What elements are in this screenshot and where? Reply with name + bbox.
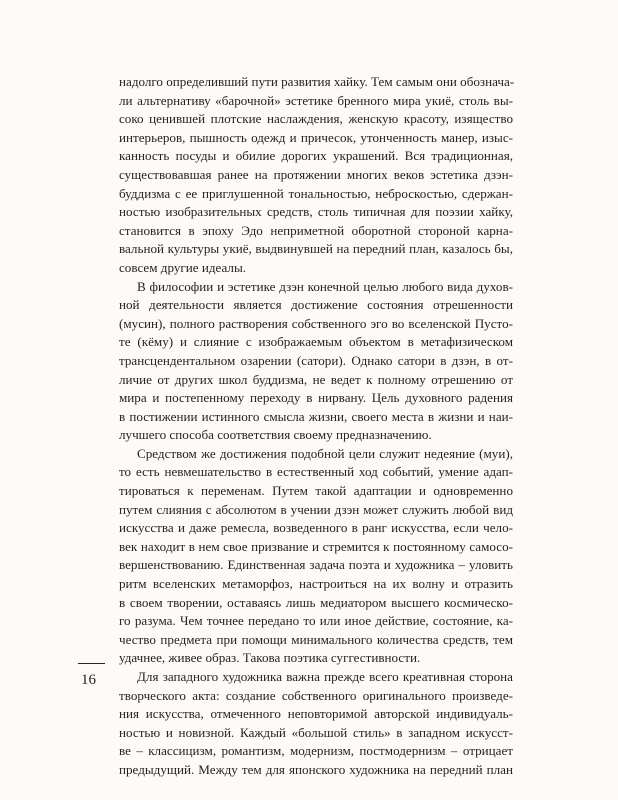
text-line: надолго определивший пути развития хайку. Тем самым они обознача- [119,74,515,89]
text-line: ной деятельности является достижение состояния отрешенности [119,297,513,313]
text-line: буддизма с ее приглушенной тональностью, неброскостью, сдержан- [119,185,513,201]
text-line: творческого акта: создание собственного оригинального произведе- [119,687,513,703]
text-line: становится в эпоху Эдо неприметной оборотной стороной карна- [119,222,513,238]
text-line: в своем творении, оставаясь лишь медиатором высшего космическо- [119,594,513,610]
page-number: 16 [81,672,96,688]
text-line: мира и постепенному переходу в нирвану. Цель духовного радения [119,390,513,406]
text-line: вершенствованию. Единственная задача поэта и художника – уловить [119,557,513,573]
text-line: го разума. Чем точнее передано то или иное действие, состояние, ка- [119,613,513,629]
text-line: вальной культуры укиё, выдвинувшей на передний план, казалось бы, [119,241,513,257]
main-text [119,73,513,780]
text-line: ния искусства, отмеченного неповторимой авторской индивидуаль- [119,706,513,722]
text-line: Для западного художника важна прежде всего креативная сторона [137,669,513,684]
text-line: канность посуды и обилие дорогих украшений. Вся традиционная, [119,148,513,164]
text-line: соко ценившей плотские наслаждения, женскую красоту, изящество [119,111,513,127]
text-line: ностью и новизной. Каждый «большой стиль» в западном искусст- [119,724,513,740]
text-line: Средством же достижения подобной цели служит недеяние (муи), [137,445,513,461]
text-line: существовавшая ранее на протяжении многих веков эстетика дзэн- [119,166,513,182]
text-line: трансцендентальном озарении (сатори). Однако сатори в дзэн, в от- [119,352,513,368]
text-line: удачнее, живее образ. Такова поэтика суггестивности. [119,650,421,666]
text-line: путем слияния с абсолютом в учении дзэн может служить любой вид [119,501,513,517]
text-line: искусства и даже ремесла, возведенного в ранг искусства, если чело- [119,520,513,536]
text-line: тироваться к переменам. Путем такой адаптации и одновременно [119,483,513,499]
text-line: ли альтернативу «барочной» эстетике бренного мира укиё, столь вы- [119,92,513,108]
page-number-rule [78,663,105,664]
text-line: ритм вселенских метаморфоз, настроиться на их волну и отразить [119,576,513,592]
text-line: ве – классицизм, романтизм, модернизм, постмодернизм – отрицает [119,743,513,759]
text-line: В философии и эстетике дзэн конечной целью любого вида духов- [137,278,513,294]
text-line: в постижении истинного смысла жизни, своего места в жизни и наи- [119,408,513,424]
text-line: личие от других школ буддизма, не ведет к полному отрешению от [119,371,513,387]
text-line: чество предмета при помощи минимального количества средств, тем [119,631,513,647]
text-line: лучшего способа соответствия своему предназначению. [119,427,432,443]
text-line: те (кёму) и слияние с изображаемым объектом в метафизическом [119,334,513,350]
text-line: то есть невмешательство в естественный ход событий, умение адап- [119,464,513,480]
text-line: ностью изобразительных средств, столь типичная для поэзии хайку, [119,204,513,220]
text-line: интерьеров, пышность одежд и причесок, утонченность манер, изыс- [119,129,513,145]
text-line: век находит в нем свое призвание и стремится к постоянному самосо- [119,538,513,554]
text-line: совсем другие идеалы. [119,259,247,275]
text-line: (мусин), полного растворения собственного эго во вселенской Пусто- [119,315,513,331]
text-line: предыдущий. Между тем для японского художника на передний план [119,761,513,777]
